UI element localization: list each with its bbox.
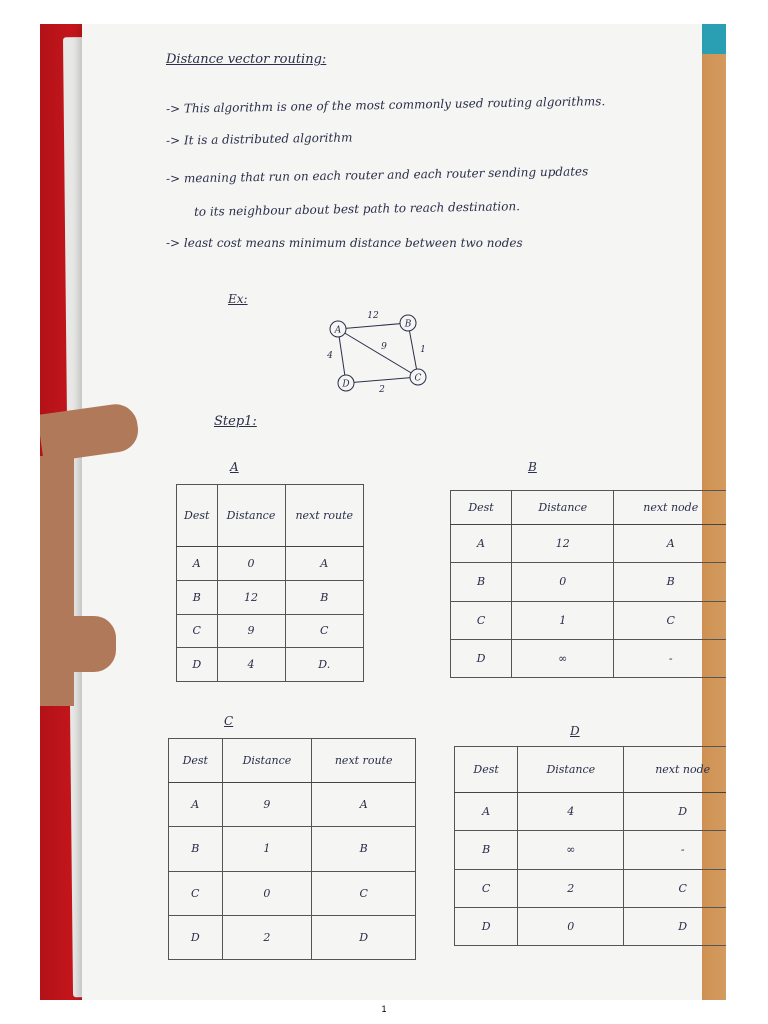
header-next: next node [624, 747, 726, 793]
table-row [169, 915, 416, 959]
cell: D [624, 907, 726, 945]
header-next: next node [614, 491, 726, 525]
cell: 2 [222, 915, 312, 959]
header-dest: Dest [177, 485, 218, 547]
cell: C [169, 871, 223, 915]
cell: A [285, 547, 364, 581]
table-row [451, 563, 727, 601]
table-row [451, 639, 727, 677]
bullet-1: -> This algorithm is one of the most commonly used routing algorithms. [165, 94, 606, 116]
cell: D [169, 915, 223, 959]
edge-weight-label: 1 [420, 345, 426, 355]
cell: B [169, 827, 223, 871]
cell: 1 [222, 827, 312, 871]
cell: A [614, 525, 726, 563]
cell: 0 [217, 547, 285, 581]
header-dest: Dest [455, 747, 518, 793]
example-label: Ex: [228, 292, 248, 306]
table-b-title: B [528, 460, 537, 474]
edge-weight-label: 9 [381, 342, 387, 352]
routing-table-b [450, 490, 726, 678]
cell: B [312, 827, 416, 871]
table-row [451, 525, 727, 563]
cell: 4 [518, 793, 624, 831]
cell: B [614, 563, 726, 601]
step-label: Step1: [214, 414, 257, 429]
table-row [451, 601, 727, 639]
bullet-3-cont: to its neighbour about best path to reach destination. [193, 199, 521, 219]
table-row [177, 547, 364, 581]
edge-weight-label: 12 [367, 311, 379, 321]
cell: 1 [512, 601, 614, 639]
table-row [169, 871, 416, 915]
cell: 0 [518, 907, 624, 945]
cell: - [614, 639, 726, 677]
cell: 2 [518, 869, 624, 907]
network-graph [312, 299, 432, 399]
table-row [169, 783, 416, 827]
header-next: next route [285, 485, 364, 547]
cell: 9 [222, 783, 312, 827]
cell: D [624, 793, 726, 831]
cell: 12 [217, 580, 285, 614]
table-row [177, 614, 364, 648]
table-row [455, 907, 727, 945]
cell: ∞ [512, 639, 614, 677]
photo-background [40, 24, 726, 1000]
page-heading: Distance vector routing: [166, 52, 327, 67]
cell: A [169, 783, 223, 827]
cell: C [312, 871, 416, 915]
cell: ∞ [518, 831, 624, 869]
header-distance: Distance [518, 747, 624, 793]
cell: 12 [512, 525, 614, 563]
graph-node-label: C [414, 373, 422, 384]
routing-table-d [454, 746, 726, 946]
cell: C [455, 869, 518, 907]
cell: C [624, 869, 726, 907]
table-a-title: A [230, 460, 239, 474]
cell: 0 [512, 563, 614, 601]
cell: C [285, 614, 364, 648]
cell: D [312, 915, 416, 959]
bullet-3: -> meaning that run on each router and each router sending updates [165, 164, 589, 186]
graph-edge-A-C [338, 329, 418, 377]
cell: 0 [222, 871, 312, 915]
table-c-title: C [224, 714, 234, 728]
edge-weight-label: 4 [327, 351, 333, 361]
cell: A [451, 525, 512, 563]
cell: D. [285, 648, 364, 682]
cell: 4 [217, 648, 285, 682]
cell: A [312, 783, 416, 827]
graph-node-label: B [404, 319, 412, 330]
edge-weight-label: 2 [379, 385, 385, 395]
notebook-page [82, 24, 711, 1000]
bullet-2: -> It is a distributed algorithm [165, 130, 353, 148]
cell: B [455, 831, 518, 869]
bullet-4: -> least cost means minimum distance between two nodes [166, 236, 523, 250]
cell: A [177, 547, 218, 581]
graph-edge-A-B [338, 323, 408, 329]
header-distance: Distance [512, 491, 614, 525]
graph-node-label: A [334, 325, 342, 336]
routing-table-c [168, 738, 416, 960]
header-dest: Dest [451, 491, 512, 525]
header-next: next route [312, 739, 416, 783]
header-dest: Dest [169, 739, 223, 783]
cell: B [285, 580, 364, 614]
cell: 9 [217, 614, 285, 648]
cell: - [624, 831, 726, 869]
table-row [455, 793, 727, 831]
page-number: 1 [381, 1004, 387, 1014]
cell: A [455, 793, 518, 831]
background-object [700, 24, 726, 54]
cell: D [177, 648, 218, 682]
header-distance: Distance [217, 485, 285, 547]
table-row [169, 827, 416, 871]
cell: B [177, 580, 218, 614]
cell: C [614, 601, 726, 639]
cell: D [451, 639, 512, 677]
graph-node-label: D [342, 379, 350, 390]
cell: C [177, 614, 218, 648]
header-distance: Distance [222, 739, 312, 783]
graph-edge-D-C [346, 377, 418, 383]
routing-table-a [176, 484, 364, 682]
table-row [177, 648, 364, 682]
cell: C [451, 601, 512, 639]
table-row [455, 831, 727, 869]
table-row [177, 580, 364, 614]
table-d-title: D [570, 724, 580, 738]
cell: D [455, 907, 518, 945]
table-row [455, 869, 727, 907]
hand-palm [40, 456, 74, 706]
cell: B [451, 563, 512, 601]
